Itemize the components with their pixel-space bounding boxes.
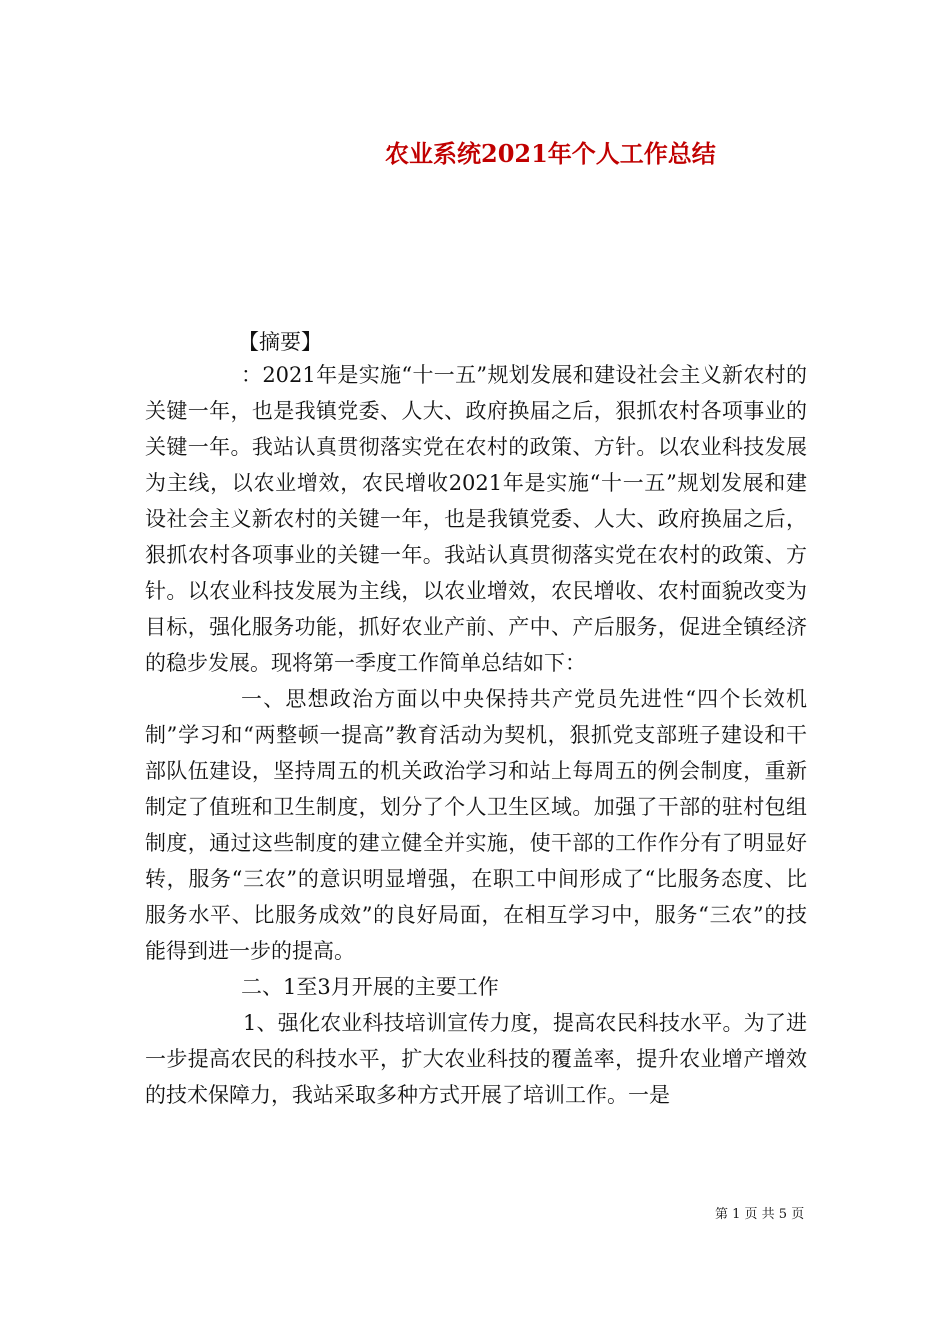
abstract-label: 【摘要】 bbox=[238, 330, 322, 354]
paragraph-training: 1、强化农业科技培训宣传力度，提高农民科技水平。为了进一步提高农民的科技水平，扩大农业科技的覆盖率，提升农业增产增效的技术保障力，我站采取多种方式开展了培训工作。一是 bbox=[145, 1011, 807, 1107]
document-title: 农业系统2021年个人工作总结 bbox=[385, 139, 716, 168]
paragraph-political: 一、思想政治方面以中央保持共产党员先进性“四个长效机制”学习和“两整顿一提高”教育活动为契机，狠抓党支部班子建设和干部队伍建设，坚持周五的机关政治学习和站上每周五的例会制度，重新制定了值班和卫生制度，划分了个人卫生区域。加强了干部的驻村包组制度，通过这些制度的建立健全并实施，使干部的工作作分有了明显好转，服务“三农”的意识明显增强，在职工中间形成了“比服务态度、比服务水平、比服务成效”的良好局面，在相互学习中，服务“三农”的技能得到进一步的提高。 bbox=[145, 687, 807, 963]
paragraph-abstract: ：2021年是实施“十一五”规划发展和建设社会主义新农村的关键一年，也是我镇党委、人大、政府换届之后，狠抓农村各项事业的关键一年。我站认真贯彻落实党在农村的政策、方针。以农业科技发展为主线，以农业增效，农民增收2021年是实施“十一五”规划发展和建设社会主义新农村的关键一年，也是我镇党委、人大、政府换届之后，狠抓农村各项事业的关键一年。我站认真贯彻落实党在农村的政策、方针。以农业科技发展为主线，以农业增效，农民增收、农村面貌改变为目标，强化服务功能，抓好农业产前、产中、产后服务，促进全镇经济的稳步发展。现将第一季度工作简单总结如下： bbox=[145, 363, 807, 675]
page-number: 第 1 页 共 5 页 bbox=[715, 1207, 805, 1222]
document-body bbox=[145, 357, 807, 1113]
section-heading-work: 二、1至3月开展的主要工作 bbox=[241, 975, 499, 999]
